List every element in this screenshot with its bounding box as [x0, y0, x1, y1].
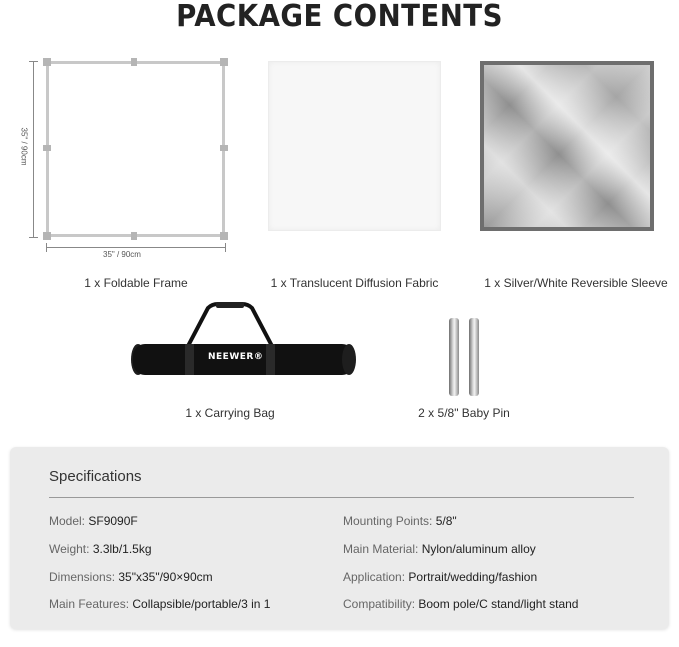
frame-hinge [131, 58, 137, 66]
spec-key: Mounting Points: [343, 514, 433, 528]
bag-end [342, 344, 356, 375]
spec-key: Compatibility: [343, 597, 416, 611]
spec-key: Main Material: [343, 542, 419, 556]
frame-caption: 1 x Foldable Frame [84, 276, 188, 290]
spec-row-dimensions [49, 570, 213, 584]
height-dimension-line [33, 61, 34, 238]
specifications-title: Specifications [49, 468, 142, 485]
diffusion-fabric-image [268, 61, 441, 231]
baby-pin [449, 318, 459, 396]
spec-key: Dimensions: [49, 570, 116, 584]
spec-row-weight [49, 542, 152, 556]
spec-value: Collapsible/portable/3 in 1 [132, 597, 271, 611]
spec-row-model [49, 514, 138, 528]
page-title: PACKAGE CONTENTS [176, 0, 503, 34]
bag-strap-band [266, 344, 275, 375]
fabric-caption: 1 x Translucent Diffusion Fabric [270, 276, 439, 290]
spec-key: Main Features: [49, 597, 130, 611]
spec-row-material [343, 542, 536, 556]
frame-corner [43, 232, 51, 240]
frame-corner [43, 58, 51, 66]
specifications-panel [10, 447, 669, 629]
sleeve-caption: 1 x Silver/White Reversible Sleeve [484, 276, 668, 290]
spec-value: SF9090F [88, 514, 138, 528]
bag-strap-band [185, 344, 194, 375]
spec-value: Nylon/aluminum alloy [421, 542, 536, 556]
width-dimension-label: 35" / 90cm [100, 250, 144, 259]
bag-strap-icon [180, 302, 280, 348]
spec-value: 35"x35"/90×90cm [118, 570, 213, 584]
spec-key: Application: [343, 570, 406, 584]
pins-caption: 2 x 5/8" Baby Pin [418, 406, 510, 420]
spec-key: Model: [49, 514, 86, 528]
spec-value: 3.3lb/1.5kg [92, 542, 152, 556]
divider [49, 497, 634, 498]
spec-value: Boom pole/C stand/light stand [418, 597, 579, 611]
brand-logo: NEEWER® [208, 352, 264, 362]
height-dimension-label: 35" / 90cm [19, 127, 29, 166]
frame-hinge [43, 145, 51, 151]
silver-sleeve-image [480, 61, 654, 231]
spec-value: Portrait/wedding/fashion [408, 570, 538, 584]
frame-hinge [131, 232, 137, 240]
spec-value: 5/8" [435, 514, 457, 528]
spec-row-compatibility [343, 597, 578, 611]
spec-row-application [343, 570, 537, 584]
spec-key: Weight: [49, 542, 90, 556]
spec-row-mounting [343, 514, 457, 528]
frame-corner [220, 58, 228, 66]
spec-row-features [49, 597, 270, 611]
frame-outline [46, 61, 225, 237]
bag-caption: 1 x Carrying Bag [185, 406, 275, 420]
frame-corner [220, 232, 228, 240]
width-dimension-line [46, 247, 226, 248]
frame-hinge [220, 145, 228, 151]
baby-pin [469, 318, 479, 396]
